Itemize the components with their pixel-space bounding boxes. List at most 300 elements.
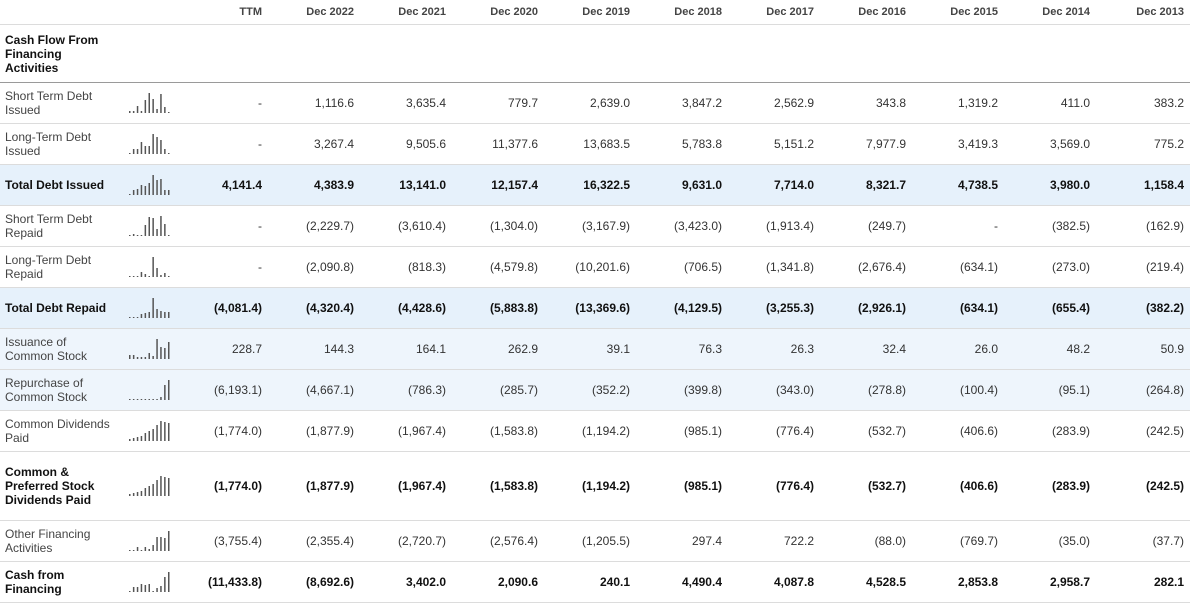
value-cell: 228.7	[176, 329, 268, 370]
sparkline-cell	[120, 370, 176, 411]
spark-bar	[137, 437, 139, 441]
spark-bar	[129, 317, 131, 318]
value-cell: 7,714.0	[728, 165, 820, 206]
value-cell: 3,635.4	[360, 83, 452, 124]
spark-bar	[164, 577, 166, 592]
spark-bar	[133, 438, 135, 441]
value-cell: (1,967.4)	[360, 411, 452, 452]
value-cell: 3,569.0	[1004, 124, 1096, 165]
value-cell: (88.0)	[820, 521, 912, 562]
spark-bar	[156, 339, 158, 359]
value-cell: (776.4)	[728, 411, 820, 452]
column-header[interactable]: Dec 2017	[728, 0, 820, 25]
value-cell: 9,505.6	[360, 124, 452, 165]
row-label: Long-Term Debt Issued	[0, 124, 120, 165]
value-cell: (1,304.0)	[452, 206, 544, 247]
value-cell: (249.7)	[820, 206, 912, 247]
value-cell: (1,774.0)	[176, 411, 268, 452]
value-cell: (406.6)	[912, 452, 1004, 521]
value-cell: -	[176, 206, 268, 247]
spark-bar	[133, 493, 135, 496]
spark-bar	[141, 436, 143, 441]
sparkline-chart	[128, 337, 172, 361]
row-label: Other Financing Activities	[0, 521, 120, 562]
value-cell: (1,205.5)	[544, 521, 636, 562]
column-header[interactable]: Dec 2022	[268, 0, 360, 25]
value-cell: (35.0)	[1004, 521, 1096, 562]
value-cell: 13,683.5	[544, 124, 636, 165]
value-cell: 4,087.8	[728, 562, 820, 603]
value-cell: 775.2	[1096, 124, 1190, 165]
spark-bar	[160, 476, 162, 496]
value-cell: 4,528.5	[820, 562, 912, 603]
value-cell: (242.5)	[1096, 452, 1190, 521]
value-cell: 2,958.7	[1004, 562, 1096, 603]
spark-bar	[168, 153, 170, 154]
spark-bar	[164, 107, 166, 113]
sparkline-cell	[120, 247, 176, 288]
spark-bar	[137, 587, 139, 592]
value-cell: (985.1)	[636, 452, 728, 521]
column-header[interactable]: Dec 2014	[1004, 0, 1096, 25]
spark-bar	[141, 357, 143, 359]
value-cell: 16,322.5	[544, 165, 636, 206]
value-cell: (37.7)	[1096, 521, 1190, 562]
value-cell: 50.9	[1096, 329, 1190, 370]
spark-bar	[164, 149, 166, 154]
value-cell: 5,151.2	[728, 124, 820, 165]
spark-bar	[129, 153, 131, 154]
spark-bar	[168, 478, 170, 496]
value-cell: (285.7)	[452, 370, 544, 411]
value-cell: (1,583.8)	[452, 411, 544, 452]
spark-bar	[168, 342, 170, 359]
header-spark-cell	[120, 0, 176, 25]
spark-bar	[164, 273, 166, 277]
value-cell: 1,116.6	[268, 83, 360, 124]
sparkline-chart	[128, 378, 172, 402]
value-cell: (219.4)	[1096, 247, 1190, 288]
table-row[interactable]	[0, 329, 1190, 370]
value-cell: (273.0)	[1004, 247, 1096, 288]
spark-bar	[164, 312, 166, 318]
spark-bar	[156, 309, 158, 318]
row-label: Long-Term Debt Repaid	[0, 247, 120, 288]
value-cell: (532.7)	[820, 452, 912, 521]
value-cell: (2,090.8)	[268, 247, 360, 288]
sparkline-chart	[128, 570, 172, 594]
value-cell: (8,692.6)	[268, 562, 360, 603]
spark-bar	[152, 429, 154, 441]
spark-bar	[164, 477, 166, 496]
column-header[interactable]: Dec 2018	[636, 0, 728, 25]
value-cell: (818.3)	[360, 247, 452, 288]
sparkline-cell	[120, 83, 176, 124]
spark-bar	[141, 272, 143, 277]
sparkline-cell	[120, 562, 176, 603]
column-header[interactable]: Dec 2021	[360, 0, 452, 25]
table-row[interactable]	[0, 206, 1190, 247]
spark-bar	[164, 385, 166, 400]
value-cell: -	[176, 124, 268, 165]
value-cell: (406.6)	[912, 411, 1004, 452]
value-cell: (343.0)	[728, 370, 820, 411]
column-header[interactable]: Dec 2015	[912, 0, 1004, 25]
spark-bar	[129, 439, 131, 441]
sparkline-chart	[128, 296, 172, 320]
spark-bar	[164, 538, 166, 551]
value-cell: (655.4)	[1004, 288, 1096, 329]
value-cell: 8,321.7	[820, 165, 912, 206]
table-row[interactable]	[0, 288, 1190, 329]
spark-bar	[133, 587, 135, 592]
value-cell: (3,167.9)	[544, 206, 636, 247]
spark-bar	[149, 276, 151, 277]
value-cell: (1,194.2)	[544, 411, 636, 452]
value-cell: 26.0	[912, 329, 1004, 370]
spark-bar	[168, 423, 170, 441]
spark-bar	[149, 217, 151, 236]
value-cell: (382.5)	[1004, 206, 1096, 247]
spark-bar	[133, 190, 135, 195]
spark-bar	[160, 216, 162, 236]
spark-bar	[149, 486, 151, 496]
value-cell: 164.1	[360, 329, 452, 370]
value-cell: (4,081.4)	[176, 288, 268, 329]
value-cell: (283.9)	[1004, 452, 1096, 521]
sparkline-cell	[120, 206, 176, 247]
value-cell: -	[176, 83, 268, 124]
spark-bar	[129, 355, 131, 359]
column-header[interactable]: Dec 2013	[1096, 0, 1190, 25]
spark-bar	[149, 584, 151, 592]
spark-bar	[164, 224, 166, 236]
value-cell: 262.9	[452, 329, 544, 370]
header-label-cell	[0, 0, 120, 25]
spark-bar	[168, 235, 170, 236]
value-cell: (4,667.1)	[268, 370, 360, 411]
spark-bar	[129, 194, 131, 195]
spark-bar	[129, 591, 131, 592]
spark-bar	[149, 93, 151, 113]
value-cell: (3,423.0)	[636, 206, 728, 247]
spark-bar	[137, 547, 139, 551]
spark-bar	[152, 545, 154, 551]
value-cell: (3,255.3)	[728, 288, 820, 329]
sparkline-cell	[120, 124, 176, 165]
spark-bar	[137, 235, 139, 236]
value-cell: 4,490.4	[636, 562, 728, 603]
spark-bar	[156, 109, 158, 113]
spark-bar	[133, 149, 135, 154]
value-cell: 2,639.0	[544, 83, 636, 124]
value-cell: (100.4)	[912, 370, 1004, 411]
value-cell: 779.7	[452, 83, 544, 124]
spark-bar	[141, 550, 143, 551]
spark-bar	[133, 111, 135, 113]
sparkline-cell	[120, 452, 176, 521]
value-cell: -	[176, 247, 268, 288]
table-row[interactable]	[0, 165, 1190, 206]
spark-bar	[133, 355, 135, 359]
spark-bar	[133, 399, 135, 400]
spark-bar	[160, 311, 162, 318]
spark-bar	[168, 312, 170, 318]
value-cell: 3,980.0	[1004, 165, 1096, 206]
value-cell: 297.4	[636, 521, 728, 562]
spark-bar	[149, 549, 151, 551]
spark-bar	[149, 353, 151, 359]
spark-bar	[168, 112, 170, 113]
sparkline-cell	[120, 329, 176, 370]
spark-bar	[137, 276, 139, 277]
value-cell: (10,201.6)	[544, 247, 636, 288]
spark-bar	[133, 234, 135, 236]
value-cell: 4,141.4	[176, 165, 268, 206]
column-header[interactable]: Dec 2016	[820, 0, 912, 25]
value-cell: (1,341.8)	[728, 247, 820, 288]
spark-bar	[168, 276, 170, 277]
value-cell: 11,377.6	[452, 124, 544, 165]
spark-bar	[137, 149, 139, 154]
value-cell: 3,402.0	[360, 562, 452, 603]
value-cell: (532.7)	[820, 411, 912, 452]
spark-bar	[141, 142, 143, 154]
row-label: Total Debt Issued	[0, 165, 120, 206]
table-row[interactable]	[0, 370, 1190, 411]
value-cell: (4,579.8)	[452, 247, 544, 288]
spark-bar	[145, 313, 147, 318]
table-row[interactable]	[0, 247, 1190, 288]
spark-bar	[137, 492, 139, 496]
value-cell: 343.8	[820, 83, 912, 124]
spark-bar	[156, 537, 158, 551]
table-row[interactable]	[0, 83, 1190, 124]
sparkline-chart	[128, 214, 172, 238]
value-cell: (706.5)	[636, 247, 728, 288]
value-cell: (242.5)	[1096, 411, 1190, 452]
section-spacer	[120, 25, 1190, 83]
row-label: Short Term Debt Repaid	[0, 206, 120, 247]
spark-bar	[137, 106, 139, 113]
value-cell: 2,562.9	[728, 83, 820, 124]
spark-bar	[141, 111, 143, 113]
spark-bar	[168, 190, 170, 195]
spark-bar	[137, 399, 139, 400]
spark-bar	[160, 586, 162, 592]
spark-bar	[141, 185, 143, 195]
spark-bar	[149, 399, 151, 400]
value-cell: (769.7)	[912, 521, 1004, 562]
header-row	[0, 0, 1190, 25]
column-header[interactable]: Dec 2020	[452, 0, 544, 25]
spark-bar	[168, 380, 170, 400]
value-cell: (95.1)	[1004, 370, 1096, 411]
spark-bar	[160, 397, 162, 400]
sparkline-chart	[128, 529, 172, 553]
spark-bar	[168, 572, 170, 592]
table-row[interactable]	[0, 521, 1190, 562]
value-cell: (4,320.4)	[268, 288, 360, 329]
value-cell: 3,419.3	[912, 124, 1004, 165]
spark-bar	[152, 134, 154, 154]
spark-bar	[160, 421, 162, 441]
value-cell: (264.8)	[1096, 370, 1190, 411]
value-cell: (1,967.4)	[360, 452, 452, 521]
sparkline-cell	[120, 521, 176, 562]
spark-bar	[156, 137, 158, 154]
spark-bar	[145, 585, 147, 592]
spark-bar	[152, 484, 154, 496]
spark-bar	[129, 494, 131, 496]
row-label: Short Term Debt Issued	[0, 83, 120, 124]
value-cell: (4,129.5)	[636, 288, 728, 329]
spark-bar	[156, 588, 158, 592]
value-cell: 7,977.9	[820, 124, 912, 165]
section-title: Cash Flow From Financing Activities	[0, 25, 120, 83]
sparkline-cell	[120, 165, 176, 206]
value-cell: (352.2)	[544, 370, 636, 411]
spark-bar	[141, 314, 143, 318]
value-cell: (3,610.4)	[360, 206, 452, 247]
spark-bar	[160, 140, 162, 154]
spark-bar	[145, 225, 147, 236]
spark-bar	[152, 175, 154, 195]
sparkline-chart	[128, 91, 172, 115]
spark-bar	[137, 189, 139, 195]
spark-bar	[145, 488, 147, 496]
row-label: Issuance of Common Stock	[0, 329, 120, 370]
row-label: Common Dividends Paid	[0, 411, 120, 452]
value-cell: (1,194.2)	[544, 452, 636, 521]
value-cell: 76.3	[636, 329, 728, 370]
value-cell: (382.2)	[1096, 288, 1190, 329]
value-cell: 9,631.0	[636, 165, 728, 206]
value-cell: 4,738.5	[912, 165, 1004, 206]
value-cell: (278.8)	[820, 370, 912, 411]
value-cell: 32.4	[820, 329, 912, 370]
value-cell: (1,877.9)	[268, 452, 360, 521]
value-cell: 5,783.8	[636, 124, 728, 165]
spark-bar	[145, 146, 147, 154]
sparkline-chart	[128, 419, 172, 443]
spark-bar	[160, 347, 162, 359]
spark-bar	[156, 268, 158, 277]
value-cell: 3,267.4	[268, 124, 360, 165]
value-cell: (2,576.4)	[452, 521, 544, 562]
value-cell: 383.2	[1096, 83, 1190, 124]
value-cell: 2,853.8	[912, 562, 1004, 603]
spark-bar	[145, 186, 147, 195]
value-cell: 722.2	[728, 521, 820, 562]
value-cell: 144.3	[268, 329, 360, 370]
value-cell: (2,720.7)	[360, 521, 452, 562]
value-cell: (634.1)	[912, 288, 1004, 329]
value-cell: (2,676.4)	[820, 247, 912, 288]
spark-bar	[160, 275, 162, 277]
table-row[interactable]	[0, 562, 1190, 603]
value-cell: 12,157.4	[452, 165, 544, 206]
spark-bar	[164, 348, 166, 359]
value-cell: 26.3	[728, 329, 820, 370]
value-cell: 411.0	[1004, 83, 1096, 124]
value-cell: (4,428.6)	[360, 288, 452, 329]
value-cell: -	[912, 206, 1004, 247]
sparkline-chart	[128, 173, 172, 197]
spark-bar	[141, 491, 143, 496]
value-cell: 240.1	[544, 562, 636, 603]
spark-bar	[156, 425, 158, 441]
value-cell: (3,755.4)	[176, 521, 268, 562]
spark-bar	[145, 433, 147, 441]
spark-bar	[141, 584, 143, 592]
spark-bar	[137, 357, 139, 359]
value-cell: (1,913.4)	[728, 206, 820, 247]
value-cell: (985.1)	[636, 411, 728, 452]
value-cell: (2,229.7)	[268, 206, 360, 247]
row-label: Total Debt Repaid	[0, 288, 120, 329]
spark-bar	[129, 550, 131, 551]
value-cell: (162.9)	[1096, 206, 1190, 247]
spark-bar	[156, 180, 158, 195]
value-cell: 48.2	[1004, 329, 1096, 370]
value-cell: (283.9)	[1004, 411, 1096, 452]
spark-bar	[156, 399, 158, 400]
spark-bar	[137, 317, 139, 318]
sparkline-cell	[120, 288, 176, 329]
spark-bar	[168, 531, 170, 551]
spark-bar	[152, 257, 154, 277]
sparkline-chart	[128, 255, 172, 279]
row-label: Cash from Financing	[0, 562, 120, 603]
spark-bar	[149, 431, 151, 441]
sparkline-chart	[128, 474, 172, 498]
spark-bar	[145, 274, 147, 277]
sparkline-chart	[128, 132, 172, 156]
value-cell: (634.1)	[912, 247, 1004, 288]
spark-bar	[152, 356, 154, 359]
spark-bar	[133, 550, 135, 551]
value-cell: 1,158.4	[1096, 165, 1190, 206]
value-cell: 3,847.2	[636, 83, 728, 124]
spark-bar	[133, 317, 135, 318]
spark-bar	[149, 146, 151, 154]
column-header[interactable]: TTM	[176, 0, 268, 25]
column-header[interactable]: Dec 2019	[544, 0, 636, 25]
table-row[interactable]	[0, 411, 1190, 452]
spark-bar	[160, 179, 162, 195]
value-cell: 2,090.6	[452, 562, 544, 603]
spark-bar	[149, 183, 151, 195]
value-cell: (2,926.1)	[820, 288, 912, 329]
table-row[interactable]	[0, 452, 1190, 521]
spark-bar	[133, 276, 135, 277]
spark-bar	[152, 99, 154, 113]
row-label: Common & Preferred Stock Dividends Paid	[0, 452, 120, 521]
value-cell: 13,141.0	[360, 165, 452, 206]
spark-bar	[160, 537, 162, 551]
spark-bar	[156, 229, 158, 236]
spark-bar	[145, 399, 147, 400]
spark-bar	[145, 100, 147, 113]
value-cell: (399.8)	[636, 370, 728, 411]
spark-bar	[152, 591, 154, 592]
value-cell: (1,583.8)	[452, 452, 544, 521]
section-row	[0, 25, 1190, 83]
spark-bar	[145, 357, 147, 359]
table-row[interactable]	[0, 124, 1190, 165]
value-cell: (6,193.1)	[176, 370, 268, 411]
